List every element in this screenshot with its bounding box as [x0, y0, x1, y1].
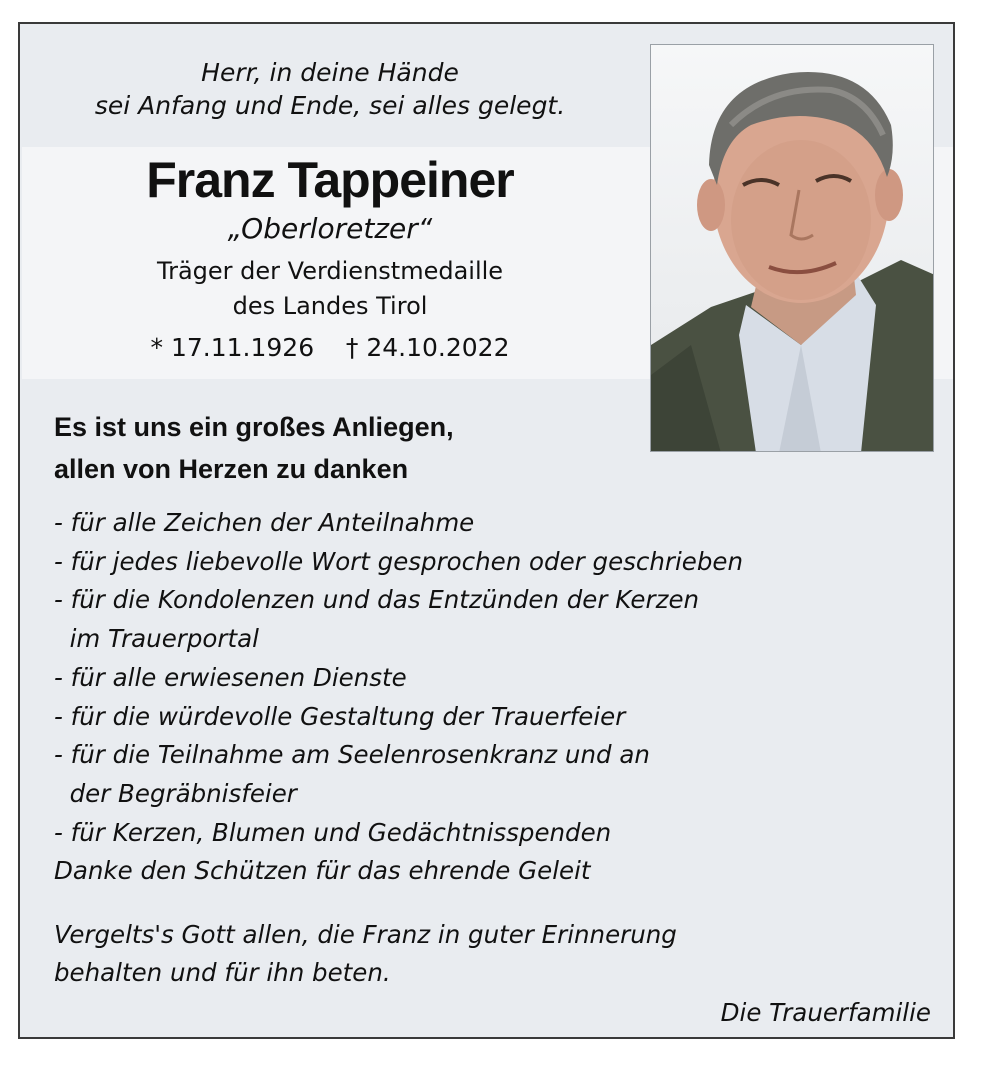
thanks-line: im Trauerportal	[54, 624, 259, 654]
motto-line: Herr, in deine Hände	[201, 58, 459, 87]
honor-text	[80, 254, 580, 324]
thanks-line: - für jedes liebevolle Wort gesprochen oder geschrieben	[54, 546, 744, 576]
motto	[70, 56, 590, 122]
honor-line: Träger der Verdienstmedaille	[156, 257, 504, 285]
portrait-photo	[650, 44, 934, 452]
signature: Die Trauerfamilie	[720, 998, 931, 1027]
thanks-line: - für alle erwiesenen Dienste	[54, 662, 407, 692]
deceased-name: Franz Tappeiner	[146, 152, 514, 208]
thanks-line: - für die Kondolenzen und das Entzünden der Kerzen	[54, 585, 700, 615]
portrait-illustration	[651, 45, 934, 452]
closing-line: Vergelts's Gott allen, die Franz in guter Erinnerung	[54, 920, 677, 949]
thanks-line: Danke den Schützen für das ehrende Geleit	[54, 856, 591, 886]
headline-line: Es ist uns ein großes Anliegen,	[54, 412, 454, 442]
life-dates: * 17.11.1926 † 24.10.2022	[150, 333, 510, 362]
thanks-headline	[54, 406, 614, 490]
closing-text	[54, 916, 934, 992]
nickname: „Oberloretzer“	[227, 212, 433, 245]
obituary-card	[18, 22, 955, 1039]
closing-line: behalten und für ihn beten.	[54, 958, 391, 987]
thanks-line: - für die würdevolle Gestaltung der Trauerfeier	[54, 701, 626, 731]
thanks-line: - für Kerzen, Blumen und Gedächtnisspenden	[54, 817, 612, 847]
thanks-line: - für alle Zeichen der Anteilnahme	[54, 508, 475, 537]
honor-line: des Landes Tirol	[232, 292, 428, 320]
headline-line: allen von Herzen zu danken	[54, 454, 409, 484]
thanks-line: - für die Teilnahme am Seelenrosenkranz und an	[54, 740, 650, 770]
thanks-list	[54, 504, 934, 891]
thanks-line: der Begräbnisfeier	[54, 778, 297, 808]
motto-line: sei Anfang und Ende, sei alles gelegt.	[94, 91, 566, 120]
